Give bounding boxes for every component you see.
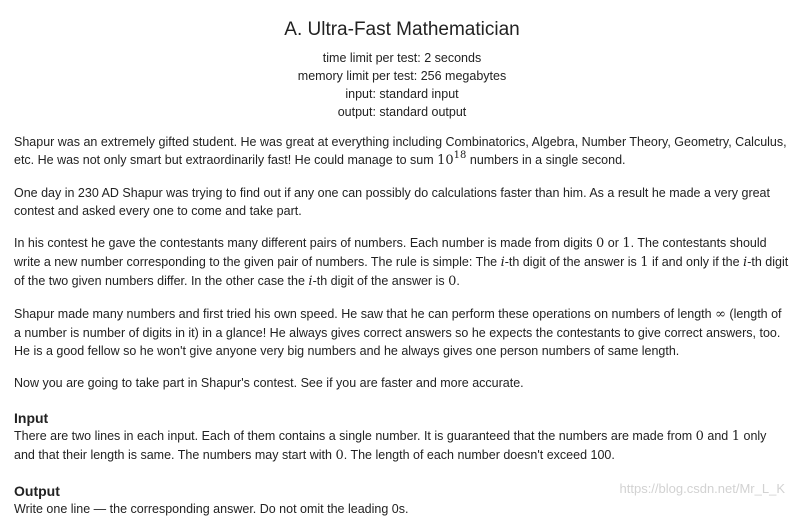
statement-paragraph-5: Now you are going to take part in Shapur's contest. See if you are faster and more accurate. (14, 376, 524, 390)
output-spec: output: standard output (337, 105, 467, 119)
output-section-text: Write one line — the corresponding answer. Do not omit the leading 0s. (14, 502, 409, 516)
text: . The length of each number doesn't exceed 100. (343, 448, 615, 462)
math-digit: 1 (622, 236, 631, 251)
text: (length of a number is number of digits in it) in a glance! He always gives correct answers so he expects the contestants to give correct answers, too. He is a good fellow so he won't give anyone very big numbers and he always gives one person numbers of same length. (14, 307, 782, 358)
text: -th digit of the two given numbers differ. In the other case the (14, 255, 789, 288)
math-var-i: i (308, 274, 313, 289)
problem-title: A. Ultra-Fast Mathematician (284, 19, 520, 40)
text: . The contestants should write a new number corresponding to the given pair of numbers. The rule is simple: The (14, 236, 767, 269)
statement-paragraph-3 (14, 234, 790, 291)
math-digit: 0 (335, 448, 344, 463)
output-section-title: Output (14, 483, 60, 499)
problem-header (14, 18, 790, 121)
text: and (703, 429, 732, 443)
math-exponent: 18 (453, 149, 467, 161)
memory-limit: memory limit per test: 256 megabytes (297, 69, 507, 83)
text: There are two lines in each input. Each of them contains a single number. It is guaranteed that the numbers are made from (14, 429, 696, 443)
time-limit: time limit per test: 2 seconds (322, 51, 482, 65)
text: Shapur was an extremely gifted student. He was great at everything including Combinatorics, Algebra, Number Theory, Geometry, Calculus, etc. He was not only smart but extraordinarily fast! He could manage to sum (14, 135, 787, 167)
text: -th digit of the answer is (504, 255, 641, 269)
math-digit: 0 (596, 236, 605, 251)
text: if and only if the (648, 255, 744, 269)
input-spec: input: standard input (345, 87, 459, 101)
text: numbers in a single second. (466, 153, 626, 167)
math-base: 10 (437, 153, 454, 168)
math-var-i: i (500, 255, 505, 270)
statement-paragraph-1 (14, 133, 790, 170)
input-section-text (14, 427, 790, 465)
input-section-title: Input (14, 410, 49, 426)
math-digit: 0 (695, 429, 704, 444)
math-digit: 1 (640, 255, 649, 270)
statement-paragraph-4 (14, 305, 790, 360)
math-var-i: i (743, 255, 748, 270)
infinity-symbol: ∞ (715, 307, 726, 322)
text: -th digit of the answer is (312, 274, 449, 288)
math-digit: 0 (448, 274, 457, 289)
text: only and that their length is same. The numbers may start with (14, 429, 767, 462)
math-digit: 1 (731, 429, 741, 444)
text: . (456, 274, 460, 288)
statement-paragraph-2: One day in 230 AD Shapur was trying to find out if any one can possibly do calculations faster than him. As a result he made a very great contest and asked every one to come and take part. (14, 186, 770, 218)
text: In his contest he gave the contestants many different pairs of numbers. Each number is made from digits (14, 236, 597, 250)
text: or (604, 236, 623, 250)
text: Shapur made many numbers and first tried his own speed. He saw that he can perform these operations on numbers of length (14, 307, 716, 321)
math-power (437, 149, 467, 168)
watermark: https://blog.csdn.net/Mr_L_K (619, 481, 785, 496)
problem-statement (14, 18, 790, 518)
